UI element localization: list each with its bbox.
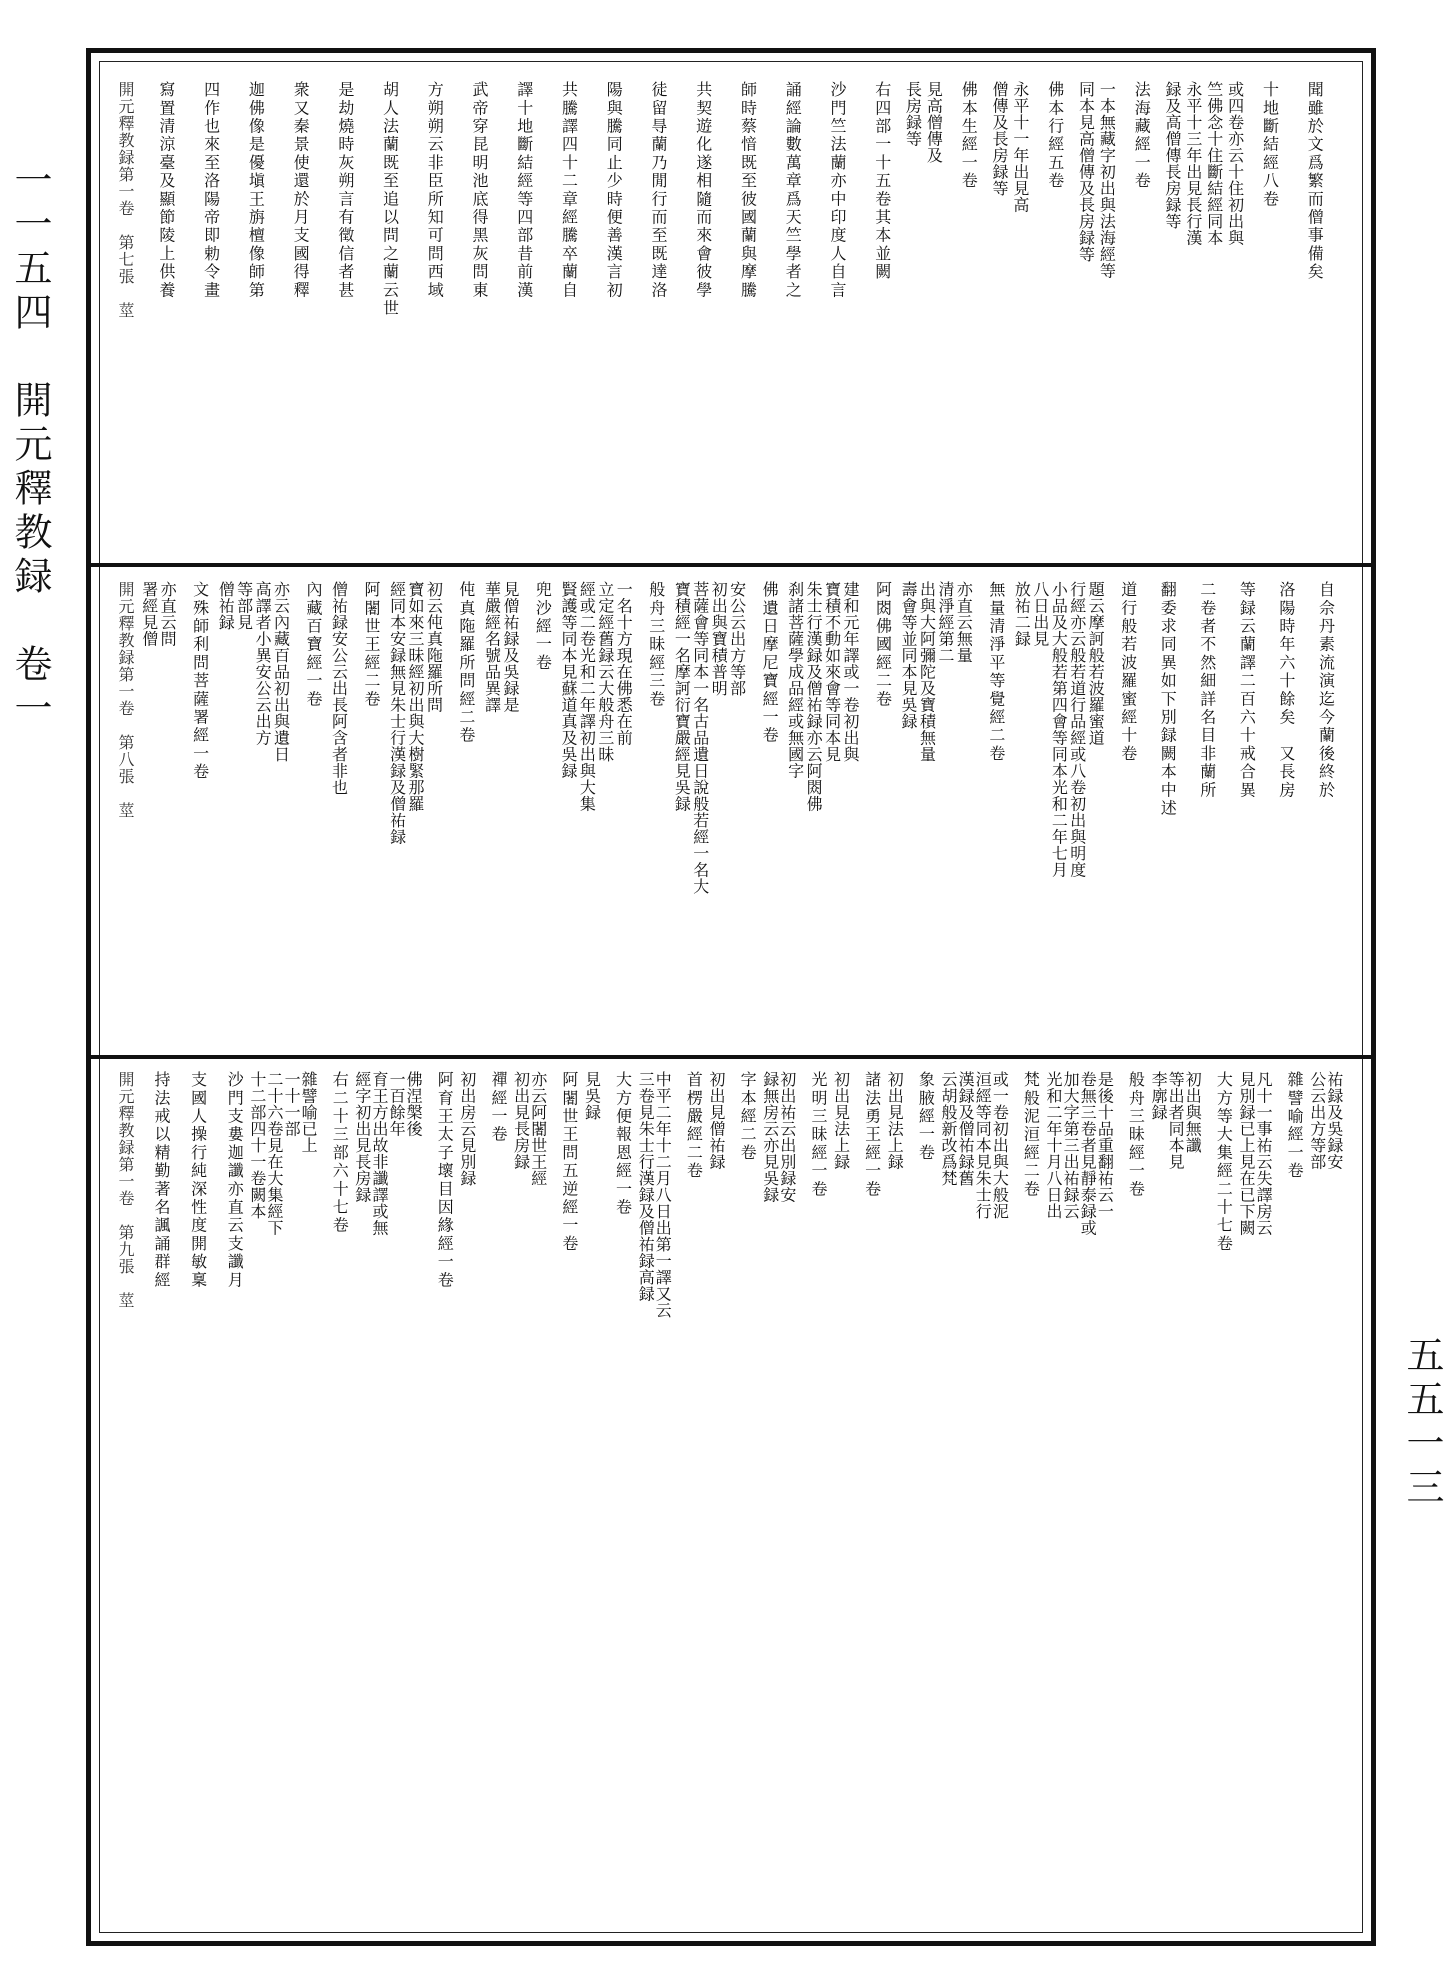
- text-column: 法海藏經一卷: [1132, 81, 1152, 191]
- annotation-column: 同本見高僧傳及長房録等: [1076, 81, 1096, 263]
- text-column: 方朔朔云非臣所知可問西域: [425, 81, 445, 300]
- annotation-column: 行經亦云般若道行品經或八卷初出與明度: [1067, 581, 1087, 878]
- annotation-column: 云胡般新改爲梵: [939, 1071, 959, 1187]
- text-column: 洛陽時年六十餘矣 又長房: [1276, 581, 1296, 800]
- text-column: 佛本生經一卷: [959, 81, 979, 191]
- text-column: 禪經一卷: [489, 1071, 508, 1144]
- annotation-column: 出與大阿彌陀及寶積無量: [917, 581, 937, 763]
- text-column: 右四部一十五卷其本並闕: [872, 81, 892, 282]
- text-column: 般舟三昧經一卷: [1126, 1071, 1146, 1199]
- text-column: 阿闍世王經二卷: [362, 581, 382, 709]
- text-column: 阿育王太子壞目因緣經一卷: [435, 1071, 455, 1290]
- annotation-column: 亦直云問: [158, 581, 178, 647]
- annotation-column: 華嚴經名號品異譯: [482, 581, 502, 713]
- text-column: 諸法勇王經一卷: [862, 1071, 882, 1199]
- page-frame: [86, 48, 1376, 1946]
- annotation-column: 見吳録: [582, 1071, 602, 1121]
- annotation-column: 清淨經第二: [935, 581, 955, 664]
- text-column: 大方便報恩經一卷: [613, 1071, 633, 1217]
- annotation-column: 漢録及僧祐録舊: [956, 1071, 976, 1187]
- text-column: 等録云蘭譯二百六十戒合異: [1237, 581, 1257, 800]
- annotation-column: 十二部四十一卷闕本: [247, 1071, 267, 1220]
- text-column: 沙門竺法蘭亦中印度人自言: [827, 81, 847, 300]
- annotation-column: 或四卷亦云十住初出與: [1225, 81, 1245, 246]
- text-column: 自佘丹素流演迄今蘭後終於: [1316, 581, 1336, 800]
- annotation-column: 菩薩會等同本一名古品遺日說般若經一名大: [690, 581, 710, 895]
- annotation-column: 立定經舊録云大般舟三昧: [595, 581, 615, 763]
- panel-divider-top: [91, 563, 1371, 567]
- text-column: 首楞嚴經二卷: [684, 1071, 704, 1181]
- annotation-column: 初云伅真陁羅所問: [424, 581, 444, 713]
- annotation-column: 放祐二録: [1012, 581, 1032, 647]
- annotation-column: 八日出見: [1030, 581, 1050, 647]
- annotation-column: 録無房云亦見吳録: [760, 1071, 780, 1203]
- text-column: 光明三昧經一卷: [808, 1071, 828, 1199]
- annotation-column: 安公云出方等部: [727, 581, 747, 697]
- text-column: 二卷者不然細詳名目非蘭所: [1197, 581, 1217, 800]
- annotation-column: 等部見: [234, 581, 254, 631]
- text-column: 譯十地斷結經等四部昔前漢: [514, 81, 534, 300]
- annotation-column: 凡十一事祐云失譯房云: [1254, 1071, 1274, 1236]
- annotation-column: 寶積經一名摩訶衍寶嚴經見吳録: [672, 581, 692, 812]
- text-column: 誦經論數萬章爲天竺學者之: [783, 81, 803, 300]
- text-column: 胡人法蘭既至追以問之蘭云世: [380, 81, 400, 318]
- annotation-column: 寶積不動如來會等同本見: [822, 581, 842, 763]
- annotation-column: 雜譬喻已上: [299, 1071, 319, 1154]
- left-margin-running-head: 一一五四 開元釋教録 卷一: [8, 160, 52, 732]
- annotation-column: 一本無藏字初出與法海經等: [1097, 81, 1117, 279]
- panel-divider-bottom: [91, 1055, 1371, 1059]
- folio-footer: 開元釋教録第一卷 第八張 莖: [116, 581, 135, 819]
- text-column: 兜沙經一卷: [533, 581, 553, 672]
- annotation-column: 經或二卷光和二年譯初出與大集: [577, 581, 597, 812]
- text-column: 衆又秦景使還於月支國得釋: [291, 81, 311, 300]
- annotation-column: 經同本安録無見朱士行漢録及僧祐録: [387, 581, 407, 845]
- text-column: 無量清淨平等覺經二卷: [986, 581, 1006, 763]
- annotation-column: 僧傳及長房録等: [989, 81, 1009, 197]
- text-column: 道行般若波羅蜜經十卷: [1118, 581, 1138, 763]
- annotation-column: 光和二年十月八日出: [1044, 1071, 1064, 1220]
- text-column: 四作也來至洛陽帝即勅令畫: [201, 81, 221, 300]
- text-column: 內藏百寶經一卷: [304, 581, 323, 709]
- text-column: 大方等大集經二十七卷: [1214, 1071, 1234, 1253]
- annotation-column: 見別録已上見在已下闕: [1236, 1071, 1256, 1236]
- text-column: 共騰譯四十二章經騰卒蘭自: [559, 81, 579, 300]
- text-column: 右二十三部六十七卷: [330, 1071, 350, 1235]
- text-column: 伅真陁羅所問經二卷: [456, 581, 476, 745]
- annotation-column: 育王方出故非讖譯或無: [369, 1071, 389, 1236]
- annotation-column: 題云摩訶般若波羅蜜道: [1086, 581, 1106, 746]
- text-column: 梵般泥洹經二卷: [1021, 1071, 1041, 1199]
- text-column: 雜譬喻經一卷: [1285, 1071, 1305, 1181]
- annotation-column: 賢護等同本見蘇道真及吳録: [558, 581, 578, 779]
- annotation-column: 或一卷初出與大般泥: [990, 1071, 1010, 1220]
- annotation-column: 見僧祐録及吳録是: [500, 581, 520, 713]
- text-column: 阿闍世王問五逆經一卷: [559, 1071, 579, 1253]
- annotation-column: 三卷見朱士行漢録及僧祐録高録: [636, 1071, 656, 1302]
- text-column: 師時蔡愔既至彼國蘭與摩騰: [738, 81, 758, 300]
- annotation-column: 亦云阿闍世王經: [528, 1071, 548, 1187]
- text-column: 文殊師利問菩薩署經一卷: [190, 581, 210, 782]
- text-column: 佛遺日摩尼寶經一卷: [760, 581, 780, 745]
- text-column: 聞雖於文爲繁而僧事備矣: [1305, 81, 1325, 282]
- annotation-column: 僧祐録安公云出長阿含者非也: [329, 581, 349, 796]
- text-column: 翻委求同異如下別録闕本中述: [1158, 581, 1178, 818]
- annotation-column: 佛涅槃後: [404, 1071, 424, 1137]
- annotation-column: 永平十三年出見長行漢: [1183, 81, 1203, 246]
- text-column: 陽與騰同止少時便善漢言初: [604, 81, 624, 300]
- annotation-column: 亦云內藏百品初出與遺日: [271, 581, 291, 763]
- folio-footer: 開元釋教録第一卷 第七張 莖: [116, 81, 135, 319]
- text-column: 迦佛像是優塡王旃檀像師第: [246, 81, 266, 300]
- text-column: 共契遊化遂相隨而來會彼學: [693, 81, 713, 300]
- annotation-column: 長房録等: [903, 81, 923, 147]
- annotation-column: 録及高僧傳長房録等: [1162, 81, 1182, 230]
- text-column: 是劫燒時灰朔言有徵信者甚: [335, 81, 355, 300]
- annotation-column: 洹經等同本見朱士行: [973, 1071, 993, 1220]
- text-column: 支國人操行純深性度開敏稟: [188, 1071, 208, 1290]
- text-column: 沙門支婁迦讖亦直云支讖月: [225, 1071, 245, 1290]
- text-column: 阿閦佛國經二卷: [873, 581, 893, 709]
- text-column: 般舟三昧經三卷: [646, 581, 666, 709]
- text-column: 佛本行經五卷: [1045, 81, 1065, 191]
- annotation-column: 建和元年譯或一卷初出與: [841, 581, 861, 763]
- annotation-column: 壽會等並同本見吳録: [899, 581, 919, 730]
- annotation-column: 朱士行漢録及僧祐録亦云阿閦佛: [804, 581, 824, 812]
- annotation-column: 初出與寶積普明: [709, 581, 729, 697]
- panel-middle: [91, 569, 1371, 1049]
- annotation-column: 刹諸菩薩學成品經或無國字: [785, 581, 805, 779]
- annotation-column: 高譯者小異安公云出方: [253, 581, 273, 746]
- annotation-column: 僧祐録: [216, 581, 236, 631]
- annotation-column: 初出見長房録: [511, 1071, 531, 1170]
- annotation-column: 是後十品重翻祐云一: [1095, 1071, 1115, 1220]
- annotation-column: 祐録及吳録安: [1324, 1071, 1344, 1170]
- annotation-column: 加大字第三出祐録云: [1061, 1071, 1081, 1220]
- text-column: 十地斷結經八卷: [1260, 81, 1280, 209]
- panel-bottom: [91, 1061, 1371, 1933]
- right-margin-page-number: 五五一三: [1400, 1335, 1444, 1511]
- text-column: 徒留㝵蘭乃閒行而至既達洛: [649, 81, 669, 300]
- folio-footer: 開元釋教録第一卷 第九張 莖: [116, 1071, 135, 1309]
- annotation-column: 卷無三卷者見靜泰録或: [1078, 1071, 1098, 1236]
- text-column: 寫置清涼臺及顯節陵上供養: [156, 81, 176, 300]
- annotation-column: 二十六卷見在大集經下: [264, 1071, 284, 1236]
- annotation-column: 初出見法上録: [885, 1071, 905, 1170]
- annotation-column: 初出與無讖: [1183, 1071, 1203, 1154]
- annotation-column: 竺佛念十住斷結經同本: [1204, 81, 1224, 246]
- annotation-column: 初出見僧祐録: [707, 1071, 727, 1170]
- panel-top: [91, 63, 1371, 561]
- annotation-column: 初出房云見別録: [457, 1071, 477, 1187]
- text-column: 象腋經一卷: [916, 1071, 936, 1162]
- annotation-column: 中平二年十二月八日出第一譯又云: [653, 1071, 673, 1319]
- annotation-column: 小品及大般若第四會等同本光和二年七月: [1049, 581, 1069, 878]
- annotation-column: 永平十一年出見高: [1010, 81, 1030, 213]
- text-column: 武帝穿昆明池底得黑灰問東: [470, 81, 490, 300]
- annotation-column: 一十一部: [282, 1071, 302, 1137]
- annotation-column: 一百餘年: [387, 1071, 407, 1137]
- annotation-column: 寶如來三昧經初出與大樹緊那羅: [406, 581, 426, 812]
- annotation-column: 見高僧傳及: [924, 81, 944, 164]
- annotation-column: 亦直云無量: [954, 581, 974, 664]
- annotation-column: 公云出方等部: [1307, 1071, 1327, 1170]
- annotation-column: 等出者同本見: [1166, 1071, 1186, 1170]
- text-column: 持法戒以精勤著名諷誦群經: [151, 1071, 171, 1290]
- annotation-column: 一名十方現在佛悉在前: [614, 581, 634, 746]
- text-column: 字本經二卷: [738, 1071, 758, 1162]
- annotation-column: 經字初出見長房録: [352, 1071, 372, 1203]
- annotation-column: 李廓録: [1149, 1071, 1169, 1121]
- annotation-column: 初出祐云出別録安: [777, 1071, 797, 1203]
- annotation-column: 署經見僧: [139, 581, 159, 647]
- annotation-column: 初出見法上録: [831, 1071, 851, 1170]
